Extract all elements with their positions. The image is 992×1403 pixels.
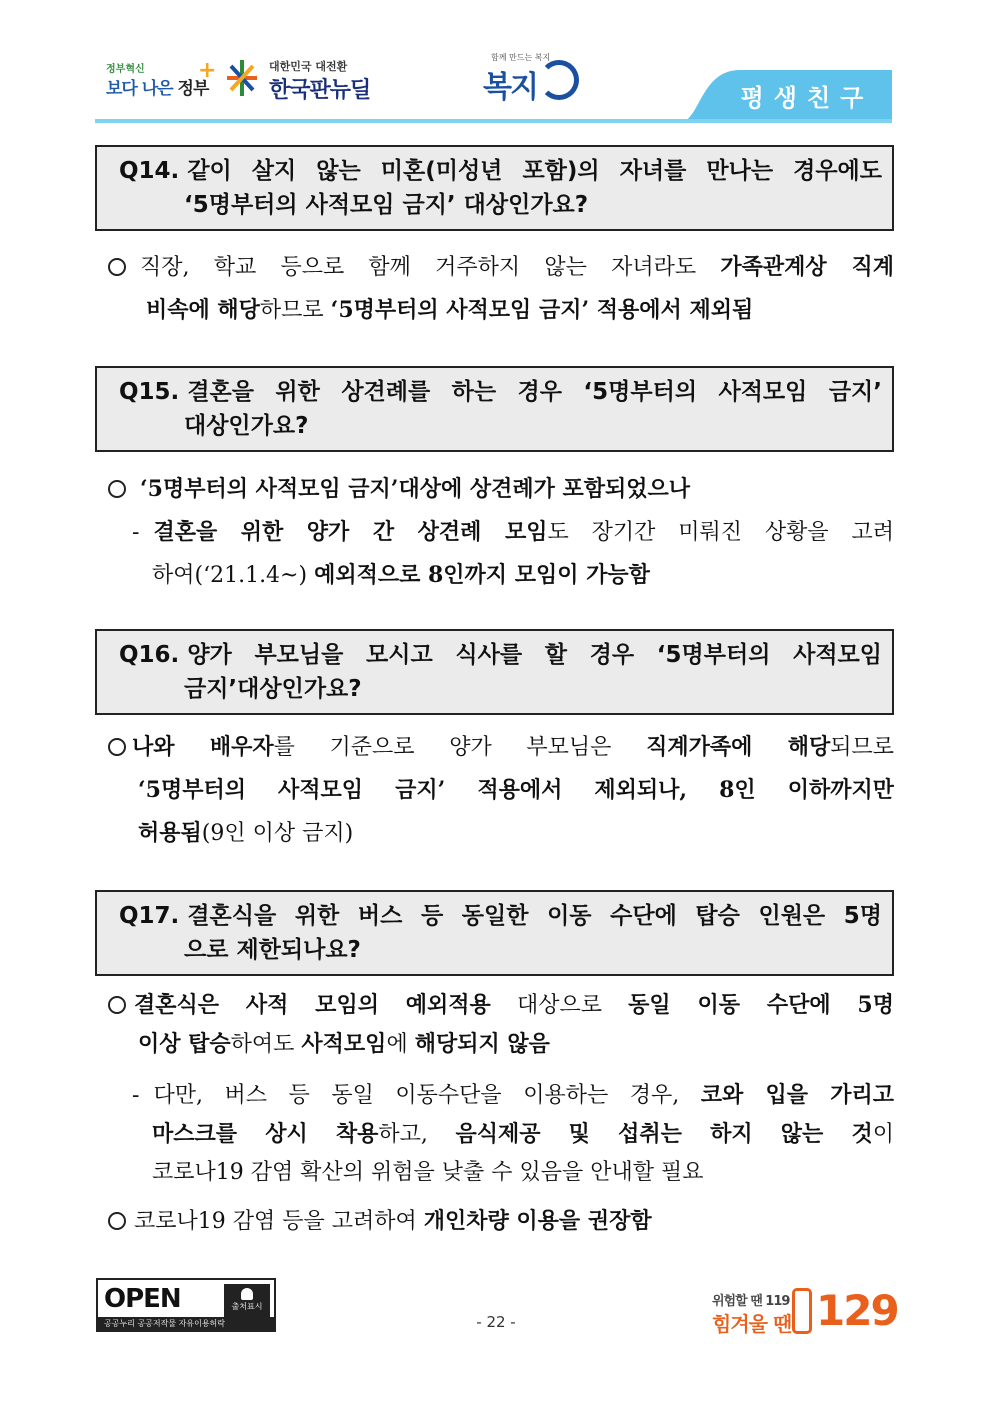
answer-text: 를 기준으로 양가 부모님은 (273, 735, 647, 760)
answer-emphasis: ‘5명부터의 사적모임 금지’ 적용에서 제외되나, 8인 이하까지만 (138, 777, 894, 803)
answer-line (108, 468, 894, 511)
answer-line (108, 812, 894, 855)
circle-bullet-icon (108, 480, 126, 498)
answer-emphasis: 가족관계상 직계 (720, 254, 894, 280)
question-text-line2: 대상인가요? (184, 413, 309, 439)
phone-icon (792, 1288, 812, 1334)
answer-line (108, 1076, 894, 1115)
hotline-129-logo (712, 1276, 898, 1336)
answer-text: 되므로 (830, 735, 894, 760)
welfare-logo (483, 52, 583, 108)
page-header (0, 0, 992, 130)
header-divider (95, 119, 892, 123)
attribution-label: 출처표시 (231, 1302, 263, 1311)
question-box-q16 (95, 629, 894, 715)
answer-emphasis: 비속에 해당 (146, 297, 260, 323)
answer-emphasis: 허용됨 (138, 820, 202, 846)
answer-emphasis: 음식제공 및 섭취는 하지 않는 것 (455, 1121, 873, 1147)
new-deal-star-icon (225, 58, 259, 98)
gov-innovation-logo (106, 58, 216, 104)
answer-emphasis: 사적모임 (301, 1031, 387, 1057)
circle-bullet-icon (108, 1212, 126, 1230)
answer-emphasis: 해당되지 않음 (414, 1031, 550, 1057)
section-tab-label: 평생친구 (740, 84, 874, 112)
question-number: Q16. (119, 642, 180, 668)
answer-text: 코로나19 감염 확산의 위험을 낮출 수 있음을 안내할 필요 (152, 1160, 704, 1185)
question-number: Q14. (119, 158, 180, 184)
answer-text: 직장, 학교 등으로 함께 거주하지 않는 자녀라도 (140, 255, 721, 280)
answer-line (108, 1115, 894, 1154)
answer-q15 (108, 468, 894, 597)
answer-emphasis: 개인차량 이용을 권장함 (423, 1208, 652, 1234)
answer-emphasis: 예외적으로 8인까지 모임이 가능함 (314, 562, 650, 588)
answer-text: 다만, 버스 등 동일 이동수단을 이용하는 경우, (153, 1083, 701, 1108)
welfare-caption: 함께 만드는 복지 (491, 53, 551, 62)
answer-line (108, 986, 894, 1025)
question-text-line1: 결혼을 위한 상견례를 하는 경우 ‘5명부터의 사적모임 금지’ (187, 379, 882, 405)
answer-text: 하고, (378, 1122, 456, 1147)
question-number: Q17. (119, 903, 180, 929)
gov-logo-title (106, 74, 208, 99)
answer-emphasis: 동일 이동 수단에 5명 (628, 992, 894, 1018)
gov-logo-title-b: 정부 (177, 79, 209, 99)
welfare-ring-icon (539, 60, 579, 100)
answer-emphasis: 마스크를 상시 착용 (152, 1121, 379, 1147)
question-text-line2: 으로 제한되나요? (184, 937, 361, 963)
answer-q17 (108, 986, 894, 1064)
answer-emphasis: 코와 입을 가리고 (700, 1082, 894, 1108)
question-text-line2: 금지’대상인가요? (184, 676, 362, 702)
question-box-q15 (95, 366, 894, 452)
answer-emphasis: ‘5명부터의 사적모임 금지’ 적용에서 제외됨 (330, 297, 754, 323)
welfare-title: 복지 (483, 70, 537, 105)
answer-text: 하여도 (230, 1032, 302, 1057)
answer-text: 이 (872, 1122, 894, 1147)
dash-bullet: - (132, 520, 140, 545)
answer-emphasis: 결혼을 위한 양가 간 상견례 모임 (153, 519, 548, 545)
answer-line (108, 1200, 894, 1243)
answer-line (108, 289, 894, 332)
gov-logo-title-a: 보다 나은 (106, 79, 173, 99)
answer-text: 코로나19 감염 등을 고려하여 (134, 1209, 424, 1234)
korean-new-deal-logo (225, 58, 375, 104)
question-text-line2: ‘5명부터의 사적모임 금지’ 대상인가요? (184, 192, 589, 218)
question-number: Q15. (119, 379, 180, 405)
answer-line (108, 246, 894, 289)
dash-bullet: - (132, 1083, 140, 1108)
hotline-slogan: 힘겨울 땐 (712, 1312, 792, 1336)
new-deal-caption: 대한민국 대전환 (269, 60, 348, 73)
answer-line (108, 726, 894, 769)
answer-text: 대상으로 (490, 993, 629, 1018)
answer-emphasis: ‘5명부터의 사적모임 금지’대상에 상견례가 포함되었으나 (140, 476, 691, 502)
question-box-q17 (95, 890, 894, 976)
answer-q14 (108, 246, 894, 332)
answer-q17-recommend (108, 1200, 894, 1243)
answer-text: 에 (386, 1032, 415, 1057)
answer-line (108, 1154, 894, 1192)
question-box-q14 (95, 145, 894, 231)
plus-icon: + (198, 58, 217, 83)
answer-emphasis: 결혼식은 사적 모임의 예외적용 (134, 992, 491, 1018)
answer-emphasis: 이상 탑승 (138, 1031, 231, 1057)
answer-text: 하여(‘21.1.4~) (152, 563, 315, 588)
question-text-line1: 양가 부모님을 모시고 식사를 할 경우 ‘5명부터의 사적모임 (187, 642, 882, 668)
question-text-line1: 같이 살지 않는 미혼(미성년 포함)의 자녀를 만나는 경우에도 (187, 158, 882, 184)
answer-text: (9인 이상 금지) (201, 821, 354, 846)
circle-bullet-icon (108, 258, 126, 276)
gov-logo-caption: 정부혁신 (106, 64, 145, 75)
answer-line (108, 511, 894, 554)
answer-text: 하므로 (259, 298, 331, 323)
new-deal-title: 한국판뉴딜 (269, 78, 371, 103)
circle-bullet-icon (108, 996, 126, 1014)
circle-bullet-icon (108, 738, 126, 756)
page-number: - 22 - (476, 1313, 516, 1331)
answer-line (108, 554, 894, 597)
open-logo-text: OPEN (104, 1284, 181, 1314)
open-license-caption: 공공누리 공공저작물 자유이용허락 (98, 1317, 274, 1330)
hotline-caption: 위험할 땐 119 (712, 1294, 790, 1309)
answer-emphasis: 직계가족에 해당 (646, 734, 831, 760)
hotline-number: 129 (816, 1286, 898, 1335)
answer-text: 도 장기간 미뤄진 상황을 고려 (547, 520, 894, 545)
answer-line (108, 769, 894, 812)
answer-q16 (108, 726, 894, 855)
question-text-line1: 결혼식을 위한 버스 등 동일한 이동 수단에 탑승 인원은 5명 (187, 903, 882, 929)
answer-line (108, 1025, 894, 1064)
answer-q17-note (108, 1076, 894, 1192)
answer-emphasis: 나와 배우자 (132, 734, 274, 760)
